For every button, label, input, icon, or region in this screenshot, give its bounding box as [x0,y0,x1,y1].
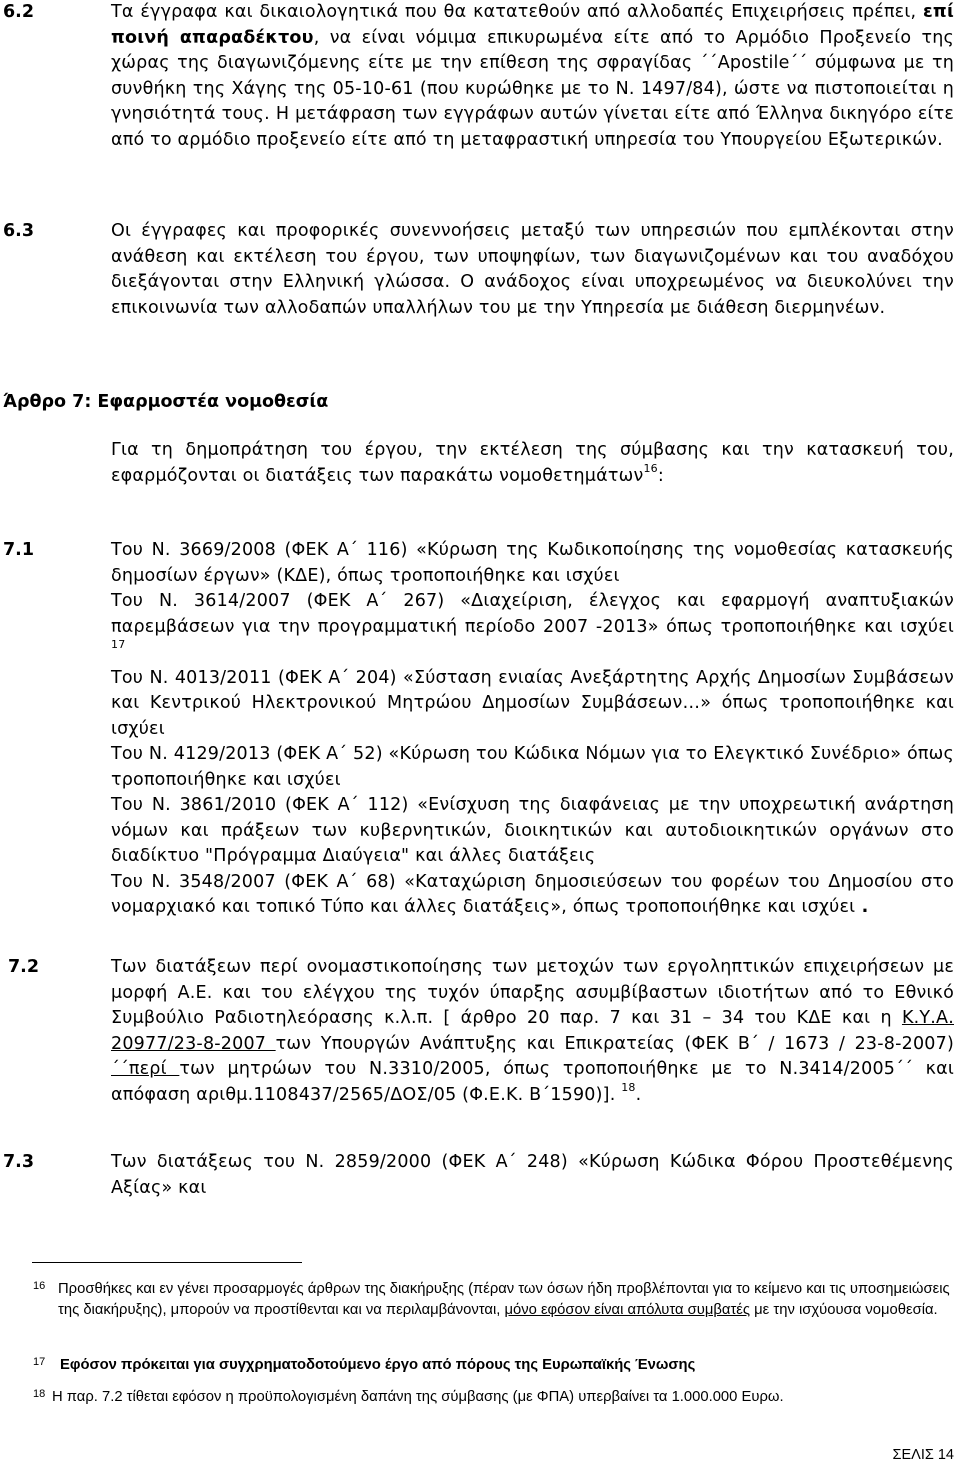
law-line [111,589,954,666]
footnote-number: 16 [33,1280,46,1292]
footnote-number: 17 [33,1356,46,1368]
clause-number: 7.1 [3,540,35,560]
law-line-end: . [855,897,869,917]
footnote-text: Εφόσον πρόκειται για συγχρηματοδοτούμενο έργο από πόρους της Ευρωπαϊκής Ένωσης [60,1357,696,1373]
intro-text: Για τη δημοπράτηση του έργου, την εκτέλεση της σύμβασης και την κατασκευή του, εφαρμόζονται οι διατάξεις των παρακάτω νομοθετημάτων [111,440,954,486]
law-line [111,870,954,921]
footnote-ref[interactable]: 16 [643,461,658,475]
page-number: ΣΕΛΙΣ 14 [892,1447,954,1463]
law-line-text: Του Ν. 3614/2007 (ΦΕΚ Α΄ 267) «Διαχείριση, έλεγχος και εφαρμογή αναπτυξιακών παρεμβάσεων για την προγραμματική περίοδο 2007 -2013» όπως τροποποιήθηκε και ισχύει [111,591,954,637]
clause-text [111,0,954,153]
footnote-ref[interactable]: 18 [621,1080,636,1094]
clause-text [111,538,954,921]
footnote-text-part: με την ισχύουσα νομοθεσία. [750,1302,938,1318]
law-line: Του Ν. 4013/2011 (ΦΕΚ Α΄ 204) «Σύσταση ενιαίας Ανεξάρτητης Αρχής Δημοσίων Συμβάσεων και Κεντρικού Ηλεκτρονικού Μητρώου Δημοσίων Συμβάσεων…» όπως τροποποιήθηκε και ισχύει [111,667,954,739]
clause-text-part: Τα έγγραφα και δικαιολογητικά που θα κατατεθούν από αλλοδαπές Επιχειρήσεις πρέπει, [111,2,917,22]
footnote-text-part: Προσθήκες και εν γένει προσαρμογές άρθρων της διακήρυξης (πέραν των όσων ήδη προβλέπονται για το κείμενο και τις υποσημειώσεις της διακήρυξης), μπορούν να προστίθενται και να περιλαμβάνονται, [58,1281,950,1318]
footnote-text [58,1279,954,1321]
clause-text-part: των Υπουργών Ανάπτυξης και Επικρατείας (ΦΕΚ Β΄ / 1673 / 23-8-2007) [275,1033,954,1054]
underlined-reference: Κ.Υ.Α. 20977/23-8-2007 [111,1008,954,1054]
emphasis-text: επί ποινή απαραδέκτου [111,2,954,48]
article-heading: Άρθρο 7: Εφαρμοστέα νομοθεσία [3,392,329,412]
law-line: Του Ν. 3861/2010 (ΦΕΚ Α΄ 112) «Ενίσχυση της διαφάνειας με την υποχρεωτική ανάρτηση νόμων και πράξεων των κυβερνητικών, διοικητικών και αυτοδιοικητικών οργάνων στο διαδίκτυο "Πρόγραμμα Διαύγεια" και άλλες διατάξεις [111,795,954,866]
clause-text-part: Των διατάξεων περί ονομαστικοποίησης των μετοχών των εργοληπτικών επιχειρήσεων με μορφή Α.Ε. και του ελέγχου της τυχόν ύπαρξης ασυμβίβαστων ιδιοτήτων από το Εθνικό Συμβούλιο Ραδιοτηλεόρασης κ.λ.π. [ άρθρο 20 παρ. 7 και 31 – 34 του ΚΔΕ και η [111,957,954,1028]
footnote-ref[interactable]: 17 [111,638,126,652]
footnote-divider [32,1262,302,1263]
clause-text: Των διατάξεως του Ν. 2859/2000 (ΦΕΚ Α΄ 248) «Κύρωση Κώδικα Φόρου Προστεθέμενης Αξίας» και [111,1152,954,1198]
clause-number: 7.3 [3,1152,35,1172]
clause-number: 6.3 [3,221,35,241]
clause-text: Οι έγγραφες και προφορικές συνεννοήσεις μεταξύ των υπηρεσιών που εμπλέκονται στην ανάθεση και εκτέλεση του έργου, των υποψηφίων, των διαγωνιζομένων και του αναδόχου διεξάγονται στην Ελληνική γλώσσα. Ο ανάδοχος είναι υποχρεωμένος να διευκολύνει την επικοινωνία των αλλοδαπών υπαλλήλων του με την Υπηρεσία με διάθεση διερμηνέων. [111,221,954,318]
law-line: Του Ν. 3669/2008 (ΦΕΚ Α΄ 116) «Κύρωση της Κωδικοποίησης της νομοθεσίας κατασκευής δημοσίων έργων» (ΚΔΕ), όπως τροποποιήθηκε και ισχύει [111,540,954,586]
clause-text [111,955,954,1108]
underlined-reference: ΄΄περί [111,1059,180,1079]
clause-text-part: των μητρώων του Ν.3310/2005, όπως τροποποιήθηκε με το Ν.3414/2005΄΄ και απόφαση αριθμ.1108437/2565/ΔΟΣ/05 (Φ.Ε.Κ. Β΄1590)]. [111,1059,954,1105]
underlined-text: μόνο εφόσον είναι απόλυτα συμβατές [504,1302,751,1318]
footnote-number: 18 [33,1388,46,1400]
article-intro [111,438,954,489]
intro-text-end: : [657,465,664,486]
clause-number: 6.2 [3,2,35,22]
clause-text-end: . [635,1084,642,1105]
law-line-text: Του Ν. 3548/2007 (ΦΕΚ Α΄ 68) «Καταχώριση δημοσιεύσεων του φορέων του Δημοσίου στο νομαρχιακό και τοπικό Τύπο και άλλες διατάξεις», όπως τροποποιήθηκε και ισχύει [111,871,954,917]
law-line: Του Ν. 4129/2013 (ΦΕΚ Α΄ 52) «Κύρωση του Κώδικα Νόμων για το Ελεγκτικό Συνέδριο» όπως τροποποιήθηκε και ισχύει [111,744,954,790]
footnote-text: Η παρ. 7.2 τίθεται εφόσον η προϋπολογισμένη δαπάνη της σύμβασης (με ΦΠΑ) υπερβαίνει τα 1.000.000 Ευρω. [52,1389,784,1405]
clause-text-part: , να είναι νόμιμα επικυρωμένα είτε από το Αρμόδιο Προξενείο της χώρας της διαγωνιζόμενης είτε με την επίθεση της σφραγίδας ΄΄Apostile΄΄ σύμφωνα με τη συνθήκη της Χάγης της 05-10-61 (που κυρώθηκε με το Ν. 1497/84), ώστε να πιστοποιείται η γνησιότητά τους. Η μετάφραση των εγγράφων αυτών γίνεται είτε από Έλληνα δικηγόρο είτε από το αρμόδιο προξενείο είτε από τη μεταφραστική υπηρεσία του Υπουργείου Εξωτερικών. [111,27,954,150]
clause-number: 7.2 [8,957,40,977]
